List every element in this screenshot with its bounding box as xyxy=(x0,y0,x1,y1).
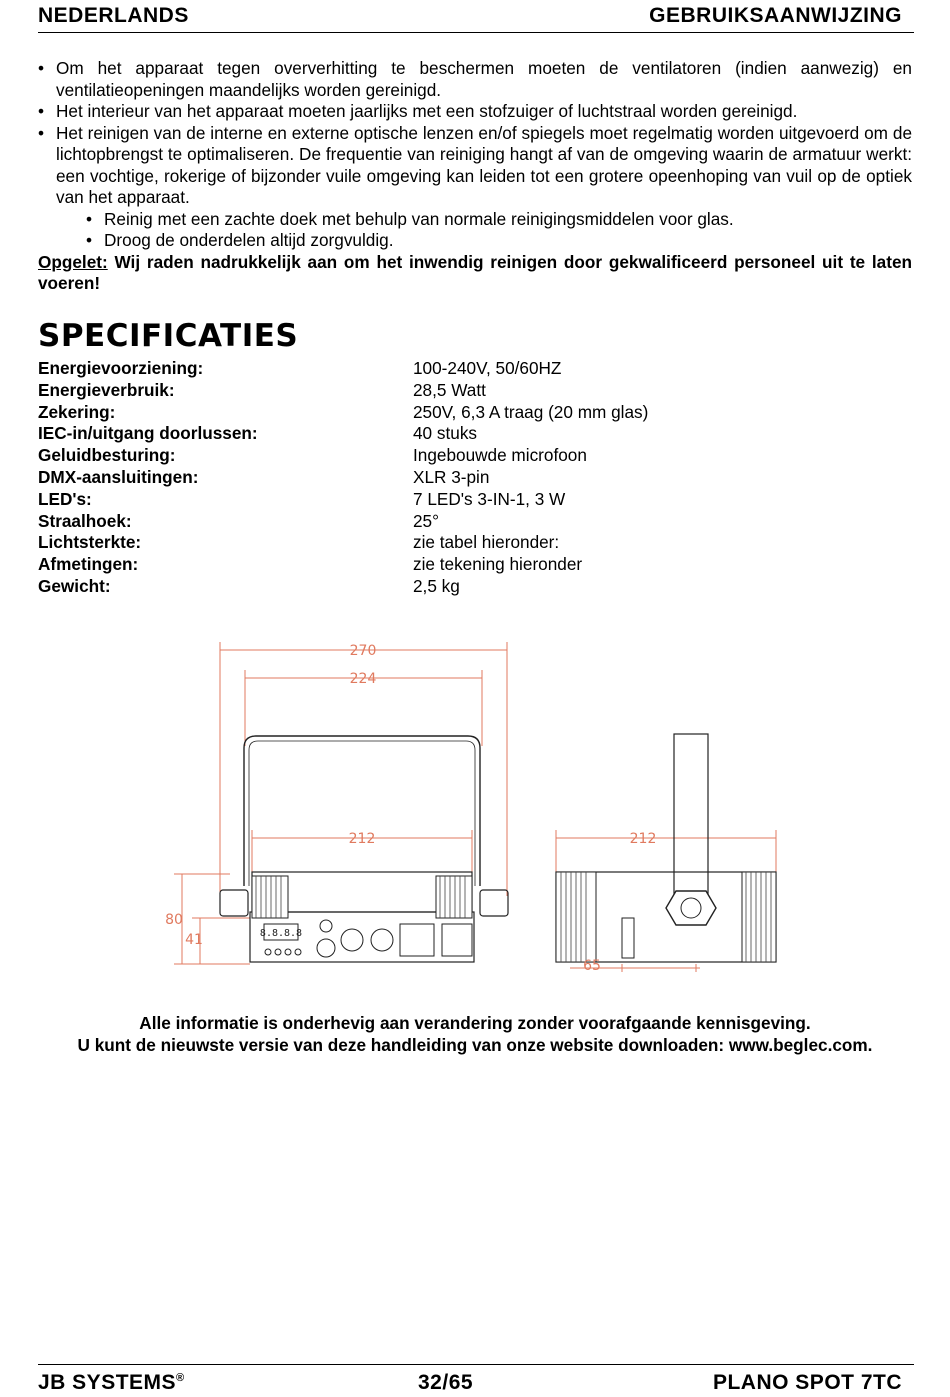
microphone-port xyxy=(320,920,332,932)
warning-label: Opgelet: xyxy=(38,251,108,272)
spec-row xyxy=(38,402,738,424)
spec-label: LED's: xyxy=(38,488,92,509)
spec-value: XLR 3-pin xyxy=(413,466,490,487)
page-header xyxy=(38,2,914,33)
spec-row xyxy=(38,511,738,533)
menu-button xyxy=(275,949,281,955)
dim-label-224: 224 xyxy=(349,671,377,687)
list-item: • Om het apparaat tegen oververhitting te beschermen moeten de ventilatoren (indien aanwezig) en ventilatieopeningen maandelijks worden gereinigd. xyxy=(38,58,912,101)
list-item: • Reinig met een zachte doek met behulp van normale reinigingsmiddelen voor glas. xyxy=(86,209,912,231)
spec-value: Ingebouwde microfoon xyxy=(413,445,587,466)
spec-value: 25° xyxy=(413,510,439,531)
page-number: 32/65 xyxy=(418,1371,474,1394)
side-panel-edge xyxy=(622,918,634,958)
notice-line: U kunt de nieuwste versie van deze handleiding van onze website downloaden: www.beglec.com. xyxy=(77,1035,873,1055)
header-doc-type: GEBRUIKSAANWIJZING xyxy=(649,4,902,27)
trademark-symbol: ® xyxy=(176,1372,185,1384)
cleaning-sub-list xyxy=(38,209,912,252)
side-bracket-arm xyxy=(674,734,708,894)
spec-row xyxy=(38,380,738,402)
mounting-bracket xyxy=(244,736,480,886)
dim-label-41: 41 xyxy=(185,932,203,948)
dimension-drawing-svg xyxy=(160,636,800,976)
iec-power-in xyxy=(400,924,434,956)
specs-table xyxy=(38,358,738,598)
led-display-text: 8.8.8.8 xyxy=(259,928,303,939)
list-item: • Droog de onderdelen altijd zorgvuldig. xyxy=(86,230,912,252)
warning-text: Wij raden nadrukkelijk aan om het inwendig reinigen door gekwalificeerd personeel uit te laten voeren! xyxy=(38,251,912,293)
spec-label: IEC-in/uitgang doorlussen: xyxy=(38,423,258,444)
spec-value: 7 LED's 3-IN-1, 3 W xyxy=(413,488,566,509)
spec-row xyxy=(38,423,738,445)
maintenance-list xyxy=(38,58,912,209)
bracket-knob-right xyxy=(480,890,508,916)
dim-label-80: 80 xyxy=(165,912,183,928)
side-knob xyxy=(666,891,716,925)
spec-label: Energievoorziening: xyxy=(38,358,204,378)
menu-button xyxy=(265,949,271,955)
mounting-bracket-inner xyxy=(249,741,475,886)
menu-button xyxy=(285,949,291,955)
bracket-knob-left xyxy=(220,890,248,916)
spec-label: Straalhoek: xyxy=(38,510,132,531)
spec-row xyxy=(38,489,738,511)
dim-label-212-side: 212 xyxy=(629,831,657,847)
spec-label: Geluidbesturing: xyxy=(38,445,176,466)
iec-power-out xyxy=(442,924,472,956)
dmx-xlr-in xyxy=(341,929,363,951)
spec-row xyxy=(38,467,738,489)
header-language: NEDERLANDS xyxy=(38,4,189,27)
spec-row xyxy=(38,576,738,598)
side-view xyxy=(556,734,776,962)
spec-label: Lichtsterkte: xyxy=(38,532,142,553)
dimension-drawing xyxy=(160,636,800,976)
dim-label-65: 65 xyxy=(583,958,601,974)
spec-value: 250V, 6,3 A traag (20 mm glas) xyxy=(413,401,649,422)
maintenance-section xyxy=(38,58,912,295)
dim-label-270: 270 xyxy=(349,643,377,659)
notice xyxy=(0,1012,950,1056)
spec-label: Gewicht: xyxy=(38,575,111,596)
warning-paragraph xyxy=(38,252,912,295)
page-footer xyxy=(38,1364,914,1395)
list-item: • Het reinigen van de interne en externe optische lenzen en/of spiegels moet regelmatig worden uitgevoerd om de lichtopbrengst te optimaliseren. De frequentie van reiniging hangt af van de omgeving waarin de armatuur werkt: een vochtige, rokerige of bijzonder vuile omgeving kan leiden tot een grotere opeenhoping van vuil op de optiek van het apparaat. xyxy=(38,123,912,209)
list-item: • Het interieur van het apparaat moeten jaarlijks met een stofzuiger of luchtstraal worden gereinigd. xyxy=(38,101,912,123)
cooling-ribs-right xyxy=(436,876,472,918)
spec-label: Zekering: xyxy=(38,401,116,422)
spec-value: 100-240V, 50/60HZ xyxy=(413,358,562,378)
specs-title: SPECIFICATIES xyxy=(38,318,299,354)
spec-value: 28,5 Watt xyxy=(413,379,486,400)
menu-button xyxy=(295,949,301,955)
spec-label: Afmetingen: xyxy=(38,554,139,575)
spec-value: 2,5 kg xyxy=(413,575,460,596)
fuse-holder xyxy=(317,939,335,957)
spec-label: DMX-aansluitingen: xyxy=(38,466,199,487)
spec-value: 40 stuks xyxy=(413,423,478,444)
cooling-ribs-left xyxy=(252,876,288,918)
spec-row xyxy=(38,554,738,576)
spec-row xyxy=(38,445,738,467)
spec-value: zie tekening hieronder xyxy=(413,554,583,575)
spec-label: Energieverbruik: xyxy=(38,379,175,400)
footer-model: PLANO SPOT 7TC xyxy=(712,1371,902,1394)
spec-row xyxy=(38,358,738,380)
dim-label-212-front: 212 xyxy=(348,831,376,847)
notice-line: Alle informatie is onderhevig aan verandering zonder voorafgaande kennisgeving. xyxy=(139,1013,811,1033)
footer-brand-name: JB SYSTEMS xyxy=(38,1371,177,1394)
spec-row xyxy=(38,532,738,554)
footer-brand xyxy=(38,1371,185,1395)
spec-value: zie tabel hieronder: xyxy=(413,532,560,553)
dmx-xlr-out xyxy=(371,929,393,951)
